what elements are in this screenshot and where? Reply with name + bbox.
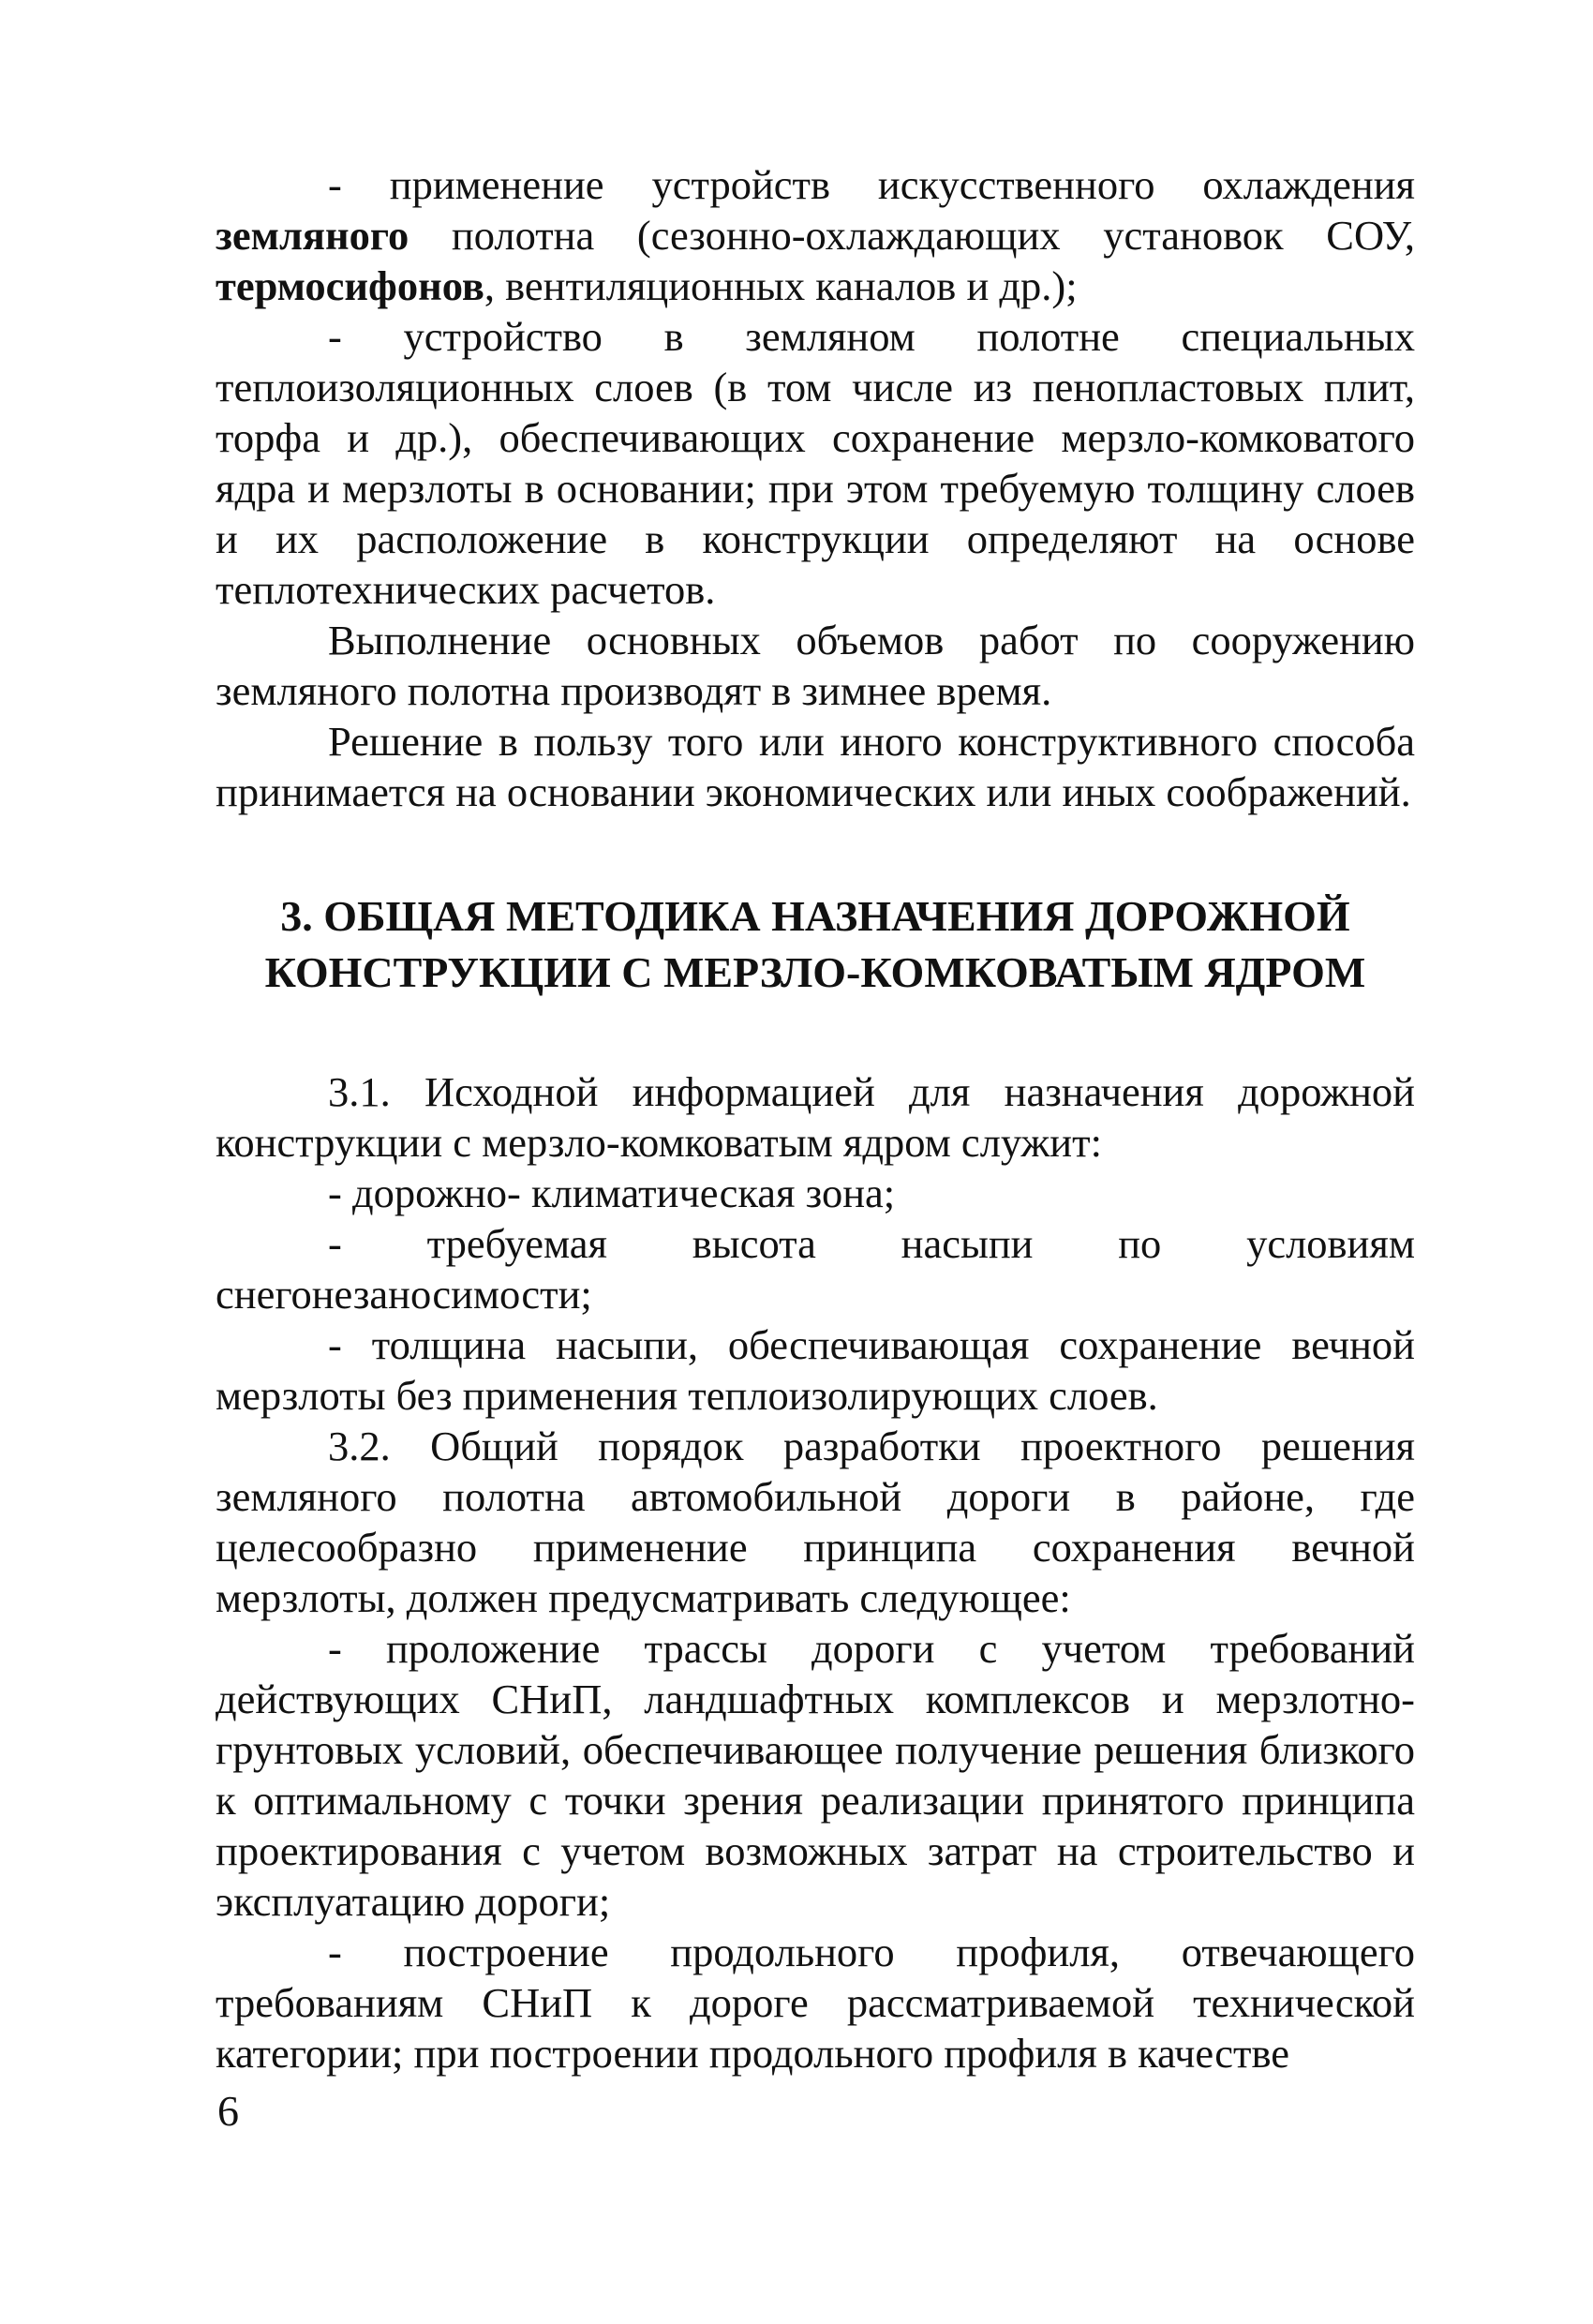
list-item: - требуемая высота насыпи по условиям снегонезаносимости; (216, 1220, 1415, 1318)
section-heading (216, 888, 1415, 1001)
paragraph-winter-works: Выполнение основных объемов работ по сооружению земляного полотна производят в зимнее время. (216, 617, 1415, 714)
section-heading-line: 3. ОБЩАЯ МЕТОДИКА НАЗНАЧЕНИЯ ДОРОЖНОЙ (280, 892, 1350, 940)
section-heading-line: КОНСТРУКЦИИ С МЕРЗЛО-КОМКОВАТЫМ ЯДРОМ (264, 948, 1366, 996)
page-number: 6 (217, 2087, 239, 2135)
paragraph-3-1: 3.1. Исходной информацией для назначения дорожной конструкции с мерзло-комковатым ядром служит: (216, 1068, 1415, 1166)
paragraph-cooling-devices (216, 159, 1415, 311)
bold-fragment: земляного (216, 212, 409, 259)
list-item: - дорожно- климатическая зона; (328, 1169, 896, 1216)
list-item: - проложение трассы дороги с учетом требований действующих СНиП, ландшафтных комплексов и мерзлотно-грунтовых условий, обеспечивающее получение решения близкого к оптимальному с точки зрения реализации принятого принципа проектирования с учетом возможных затрат на строительство и эксплуатацию дороги; (216, 1625, 1415, 1925)
text-fragment: полотна (сезонно-охлаждающих установок СОУ, (409, 212, 1415, 259)
list-item: - толщина насыпи, обеспечивающая сохранение вечной мерзлоты без применения теплоизолирующих слоев. (216, 1321, 1415, 1419)
list-item: - построение продольного профиля, отвечающего требованиям СНиП к дороге рассматриваемой технической категории; при построении продольного профиля в качестве (216, 1929, 1415, 2077)
text-fragment: , вентиляционных каналов и др.); (484, 262, 1078, 309)
text-fragment: - применение устройств искусственного охлаждения (328, 161, 1415, 208)
document-page (216, 159, 1415, 2078)
paragraph-3-2: 3.2. Общий порядок разработки проектного решения земляного полотна автомобильной дороги в районе, где целесообразно применение принципа сохранения вечной мерзлоты, должен предусматривать следующее: (216, 1423, 1415, 1621)
paragraph-decision: Решение в пользу того или иного конструктивного способа принимается на основании экономических или иных соображений. (216, 718, 1415, 815)
paragraph-insulation-layers: - устройство в земляном полотне специальных теплоизоляционных слоев (в том числе из пенопластовых плит, торфа и др.), обеспечивающих сохранение мерзло-комковатого ядра и мерзлоты в основании; при этом требуемую толщину слоев и их расположение в конструкции определяют на основе теплотехнических расчетов. (216, 313, 1415, 613)
bold-fragment: термосифонов (216, 262, 484, 309)
